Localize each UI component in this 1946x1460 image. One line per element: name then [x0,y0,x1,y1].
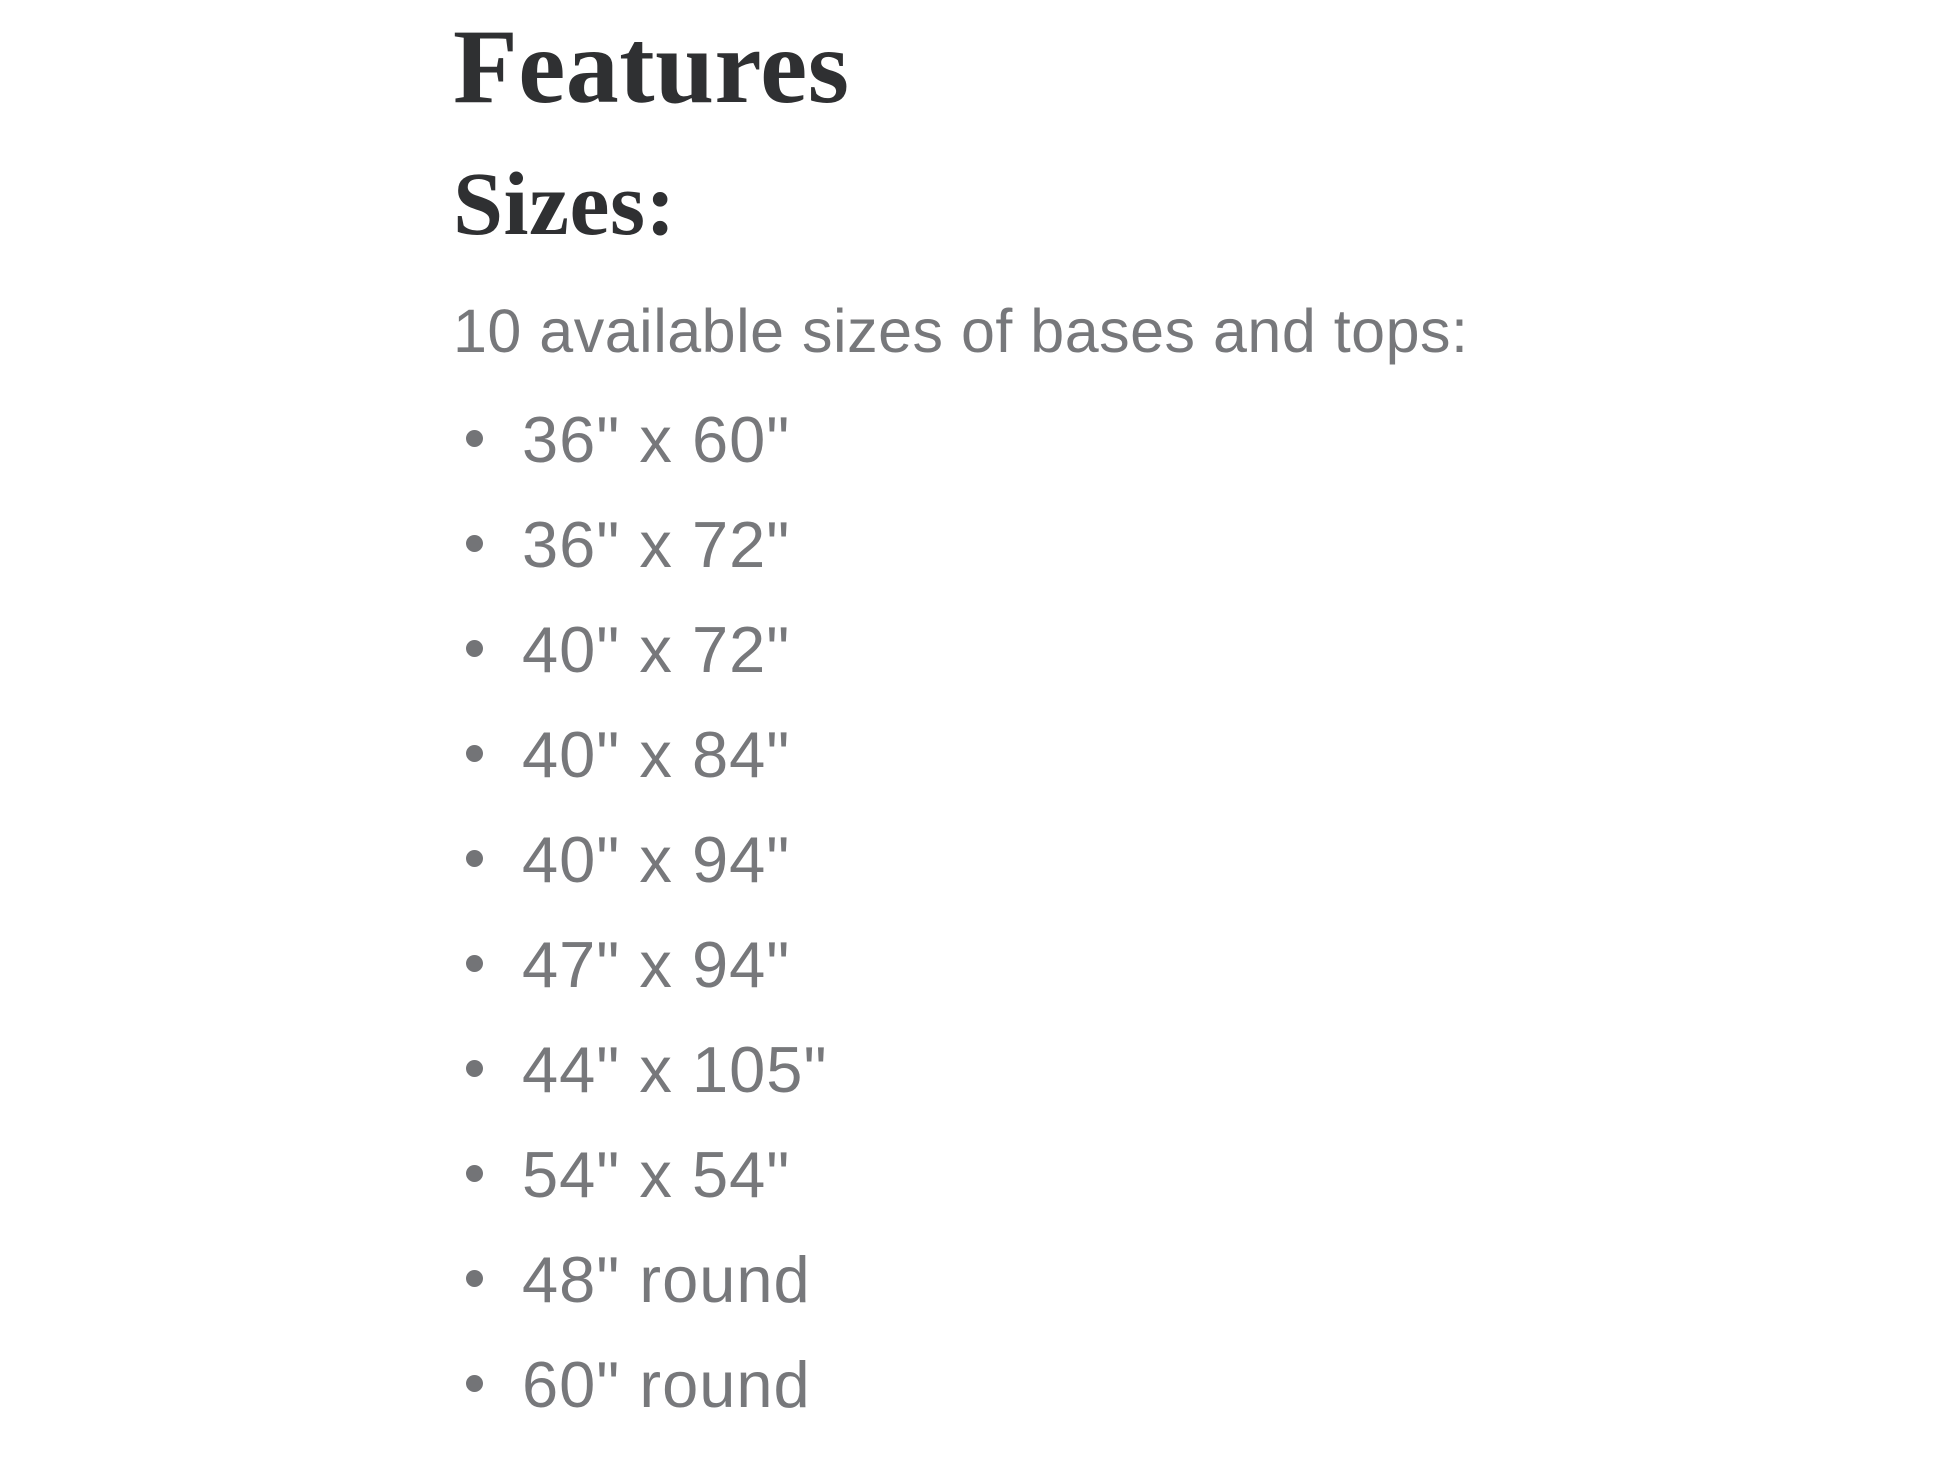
bullet-icon [466,1270,483,1287]
size-item-label: 36" x 72" [522,508,791,581]
size-list-item [453,718,1873,791]
size-list-item [453,613,1873,686]
size-list-item [453,508,1873,581]
bullet-icon [466,1375,483,1392]
size-item-label: 40" x 72" [522,613,791,686]
bullet-icon [466,535,483,552]
size-item-label: 54" x 54" [522,1138,791,1211]
features-title: Features [453,8,850,125]
sizes-intro: 10 available sizes of bases and tops: [453,297,1469,365]
size-item-label: 40" x 84" [522,718,791,791]
size-item-label: 36" x 60" [522,403,791,476]
bullet-icon [466,1060,483,1077]
bullet-icon [466,430,483,447]
size-list-item [453,1033,1873,1106]
size-list-item [453,1348,1873,1421]
size-item-label: 47" x 94" [522,928,791,1001]
size-list-item [453,1138,1873,1211]
size-item-label: 44" x 105" [522,1033,828,1106]
sizes-list [453,403,1873,1421]
features-section [453,0,1873,1457]
sizes-heading: Sizes: [453,155,676,254]
size-list-item [453,1243,1873,1316]
size-item-label: 48" round [522,1243,811,1316]
size-item-label: 40" x 94" [522,823,791,896]
size-list-item [453,403,1873,476]
size-list-item [453,928,1873,1001]
size-list-item [453,823,1873,896]
bullet-icon [466,850,483,867]
bullet-icon [466,955,483,972]
bullet-icon [466,745,483,762]
size-item-label: 60" round [522,1348,811,1421]
bullet-icon [466,1165,483,1182]
bullet-icon [466,640,483,657]
